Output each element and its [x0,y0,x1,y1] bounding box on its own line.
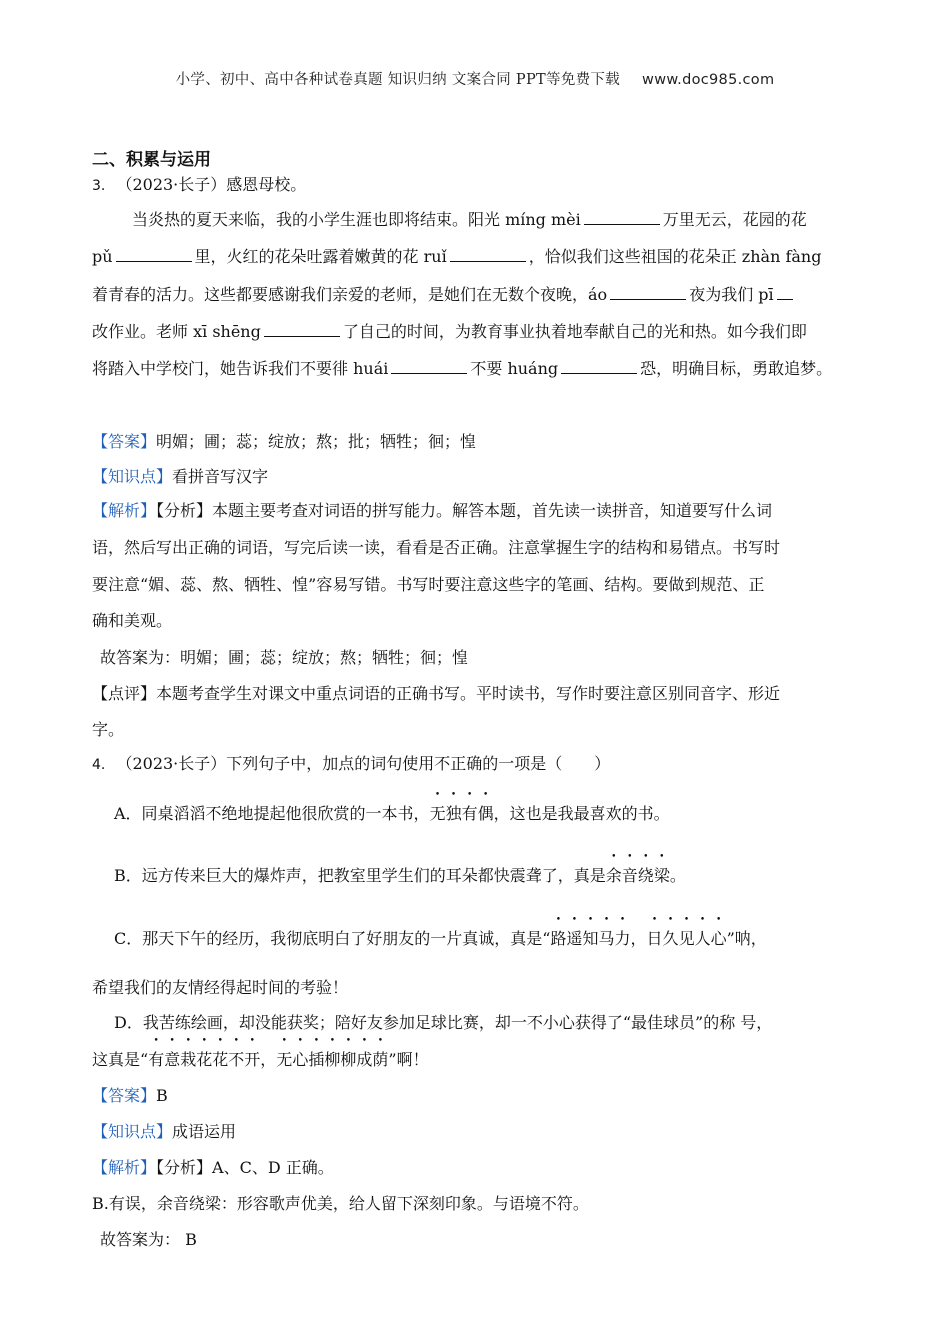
knowledge-tag: 【知识点】 [92,1122,173,1141]
q4-number: 4. [92,757,106,773]
q3-text: 改作业。老师 xī shēng [92,322,261,341]
dotted-char: 见 [678,929,695,948]
dotted-char: 插 [308,1050,325,1069]
q4-final-answer: 故答案为： B [100,1230,197,1249]
dotted-char: 柳 [324,1050,341,1069]
analysis-tag: 【解析】 [92,501,157,520]
answer-blank[interactable] [584,210,660,225]
answer-tag: 【答案】 [92,432,157,451]
dotted-char: 路 [550,929,567,948]
q3-analysis-line [92,498,772,521]
dotted-char: 余 [605,866,622,885]
analysis-text: 【分析】A、C、D 正确。 [156,1158,334,1177]
q3-text: 当炎热的夏天来临，我的小学生涯也即将结束。阳光 míng mèi [132,210,581,229]
dotted-char: 栽 [180,1050,197,1069]
q3-passage-line [92,356,832,379]
answer-blank[interactable] [777,285,793,300]
q3-analysis-line: 要注意“媚、蕊、熬、牺牲、惶”容易写错。书写时要注意这些字的笔画、结构。要做到规范、正 [92,575,765,594]
header-site[interactable]: www.doc985.com [642,72,775,88]
q3-final-answer: 故答案为：明媚；圃；蕊；绽放；熬；牺牲；徊；惶 [100,648,469,667]
dotted-char: 不 [228,1050,245,1069]
q3-text: 着青春的活力。这些都要感谢我们亲爱的老师，是她们在无数个夜晚，áo [92,285,608,304]
dotted-char: 知 [582,929,599,948]
option-text: A．同桌滔滔不绝地提起他很欣赏的一本书， [114,804,430,823]
page-header [0,68,950,89]
dotted-char: 有 [461,804,478,823]
dotted-phrase [606,866,670,885]
q3-analysis-line: 语，然后写出正确的词语，写完后读一读，看看是否正确。注意掌握生字的结构和易错点。书写时 [92,538,781,557]
dotted-char: 柳 [340,1050,357,1069]
q4-stem: 下列句子中，加点的词句使用不正确的一项是（ ） [226,754,611,773]
answer-text: B [156,1086,168,1105]
q3-knowledge [92,464,268,487]
q4-option-b[interactable] [114,863,686,886]
answer-blank[interactable] [264,322,340,337]
q3-text: 夜为我们 pī [689,285,774,304]
q3-title: 感恩母校。 [226,175,307,194]
option-text: 。 [669,866,686,885]
q3-answer [92,429,476,452]
dotted-char: 遥 [566,929,583,948]
option-text: ， [630,929,647,948]
dotted-phrase [148,1050,388,1069]
dotted-char: 花 [196,1050,213,1069]
q3-text: 里，火红的花朵吐露着嫩黄的花 ruǐ [194,247,447,266]
dotted-char: 心 [710,929,727,948]
q4-option-a[interactable] [114,801,670,824]
dotted-char: 意 [164,1050,181,1069]
q4-analysis-continued: B.有误，余音绕梁：形容歌声优美，给人留下深刻印象。与语境不符。 [92,1194,589,1213]
q3-passage-line [92,319,807,342]
q3-passage-line [92,244,821,267]
dotted-char: 日 [646,929,663,948]
q3-number: 3. [92,178,106,194]
option-text: ”啊！ [388,1050,429,1069]
dotted-char: 久 [662,929,679,948]
dotted-char: 成 [356,1050,373,1069]
section-title: 二、积累与运用 [92,150,211,170]
dotted-char: 偶 [477,804,494,823]
analysis-tag: 【解析】 [92,1158,157,1177]
knowledge-text: 成语运用 [172,1122,237,1141]
q3-passage-line [132,207,807,230]
dotted-char: 音 [621,866,638,885]
dotted-char: 马 [598,929,615,948]
dotted-char: 独 [445,804,462,823]
q4-source: （2023·长子） [116,754,227,773]
dotted-char: 绕 [637,866,654,885]
dotted-char: 心 [292,1050,309,1069]
option-text: 这真是“ [92,1050,149,1069]
dotted-char: 人 [694,929,711,948]
answer-text: 明媚；圃；蕊；绽放；熬；批；牺牲；徊；惶 [156,432,477,451]
q3-comment-line: 字。 [92,720,125,739]
q3-text: 了自己的时间，为教育事业执着地奉献自己的光和热。如今我们即 [342,322,807,341]
q3-text: 将踏入中学校门，她告诉我们不要徘 huái [92,359,389,378]
analysis-text: 【分析】本题主要考查对词语的拼写能力。解答本题，首先读一读拼音，知道要写什么词 [156,501,773,520]
dotted-phrase [550,929,630,948]
answer-blank[interactable] [116,247,192,262]
q3-analysis-line: 确和美观。 [92,611,173,630]
q3-text: 恐，明确目标，勇敢追梦。 [640,359,833,378]
q3-source: （2023·长子） [116,175,227,194]
option-text: C．那天下午的经历，我彻底明白了好朋友的一片真诚，真是“ [114,929,551,948]
q3-text: ，恰似我们这些祖国的花朵正 zhàn fàng [528,247,822,266]
q4-knowledge [92,1119,236,1142]
q3-header [92,172,306,195]
answer-blank[interactable] [610,285,686,300]
dotted-char: 梁 [653,866,670,885]
option-text: B．远方传来巨大的爆炸声，把教室里学生们的耳朵都快震聋了，真是 [114,866,606,885]
q3-comment-line: 【点评】本题考查学生对课文中重点词语的正确书写。平时读书，写作时要注意区别同音字、形近 [92,684,781,703]
header-title: 小学、初中、高中各种试卷真题 知识归纳 文案合同 PPT等免费下载 [175,72,621,88]
dotted-char: 开 [244,1050,261,1069]
dotted-char: ， [260,1050,277,1069]
q3-text: pǔ [92,247,113,266]
q4-option-c-continued: 希望我们的友情经得起时间的考验！ [92,978,349,997]
answer-blank[interactable] [450,247,526,262]
answer-tag: 【答案】 [92,1086,157,1105]
dotted-char: 力 [614,929,631,948]
q3-text: 万里无云，花园的花 [662,210,807,229]
option-text: ”呐， [726,929,767,948]
q4-option-c[interactable] [114,926,767,949]
dotted-char: 有 [148,1050,165,1069]
q4-analysis [92,1155,334,1178]
q4-option-d[interactable]: D．我苦练绘画，却没能获奖；陪好友参加足球比赛，却一不小心获得了“最佳球员”的称 号， [114,1013,773,1032]
q3-text: 不要 huáng [470,359,559,378]
dotted-char: 无 [276,1050,293,1069]
answer-blank[interactable] [391,359,467,374]
q4-answer [92,1083,168,1106]
dotted-char: 无 [429,804,446,823]
dotted-phrase [430,804,494,823]
q4-header [92,751,610,774]
dotted-phrase [647,929,727,948]
q3-passage-line [92,282,796,305]
q4-option-d-continued [92,1047,429,1070]
dotted-char: 荫 [372,1050,389,1069]
dotted-char: 花 [212,1050,229,1069]
answer-blank[interactable] [561,359,637,374]
knowledge-text: 看拼音写汉字 [172,467,269,486]
option-text: ，这也是我最喜欢的书。 [493,804,670,823]
knowledge-tag: 【知识点】 [92,467,173,486]
